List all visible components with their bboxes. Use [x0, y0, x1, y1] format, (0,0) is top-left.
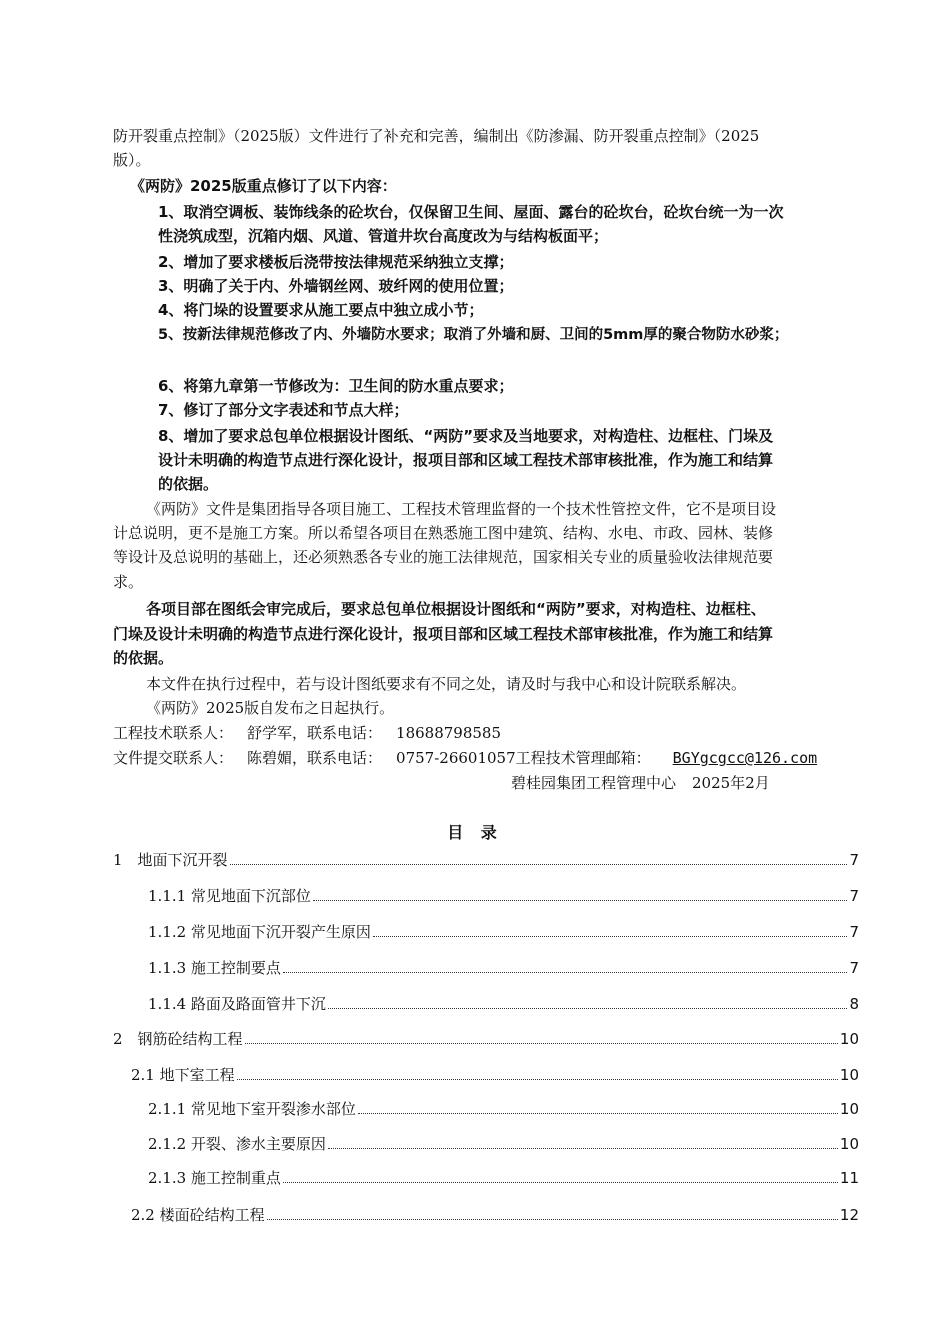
toc-leader — [328, 1147, 838, 1149]
revision-item: 7、修订了部分文字表述和节点大样； — [158, 401, 409, 419]
revision-item: 的依据。 — [158, 475, 219, 493]
toc-leader — [328, 1007, 848, 1009]
effective-text: 《两防》2025版自发布之日起执行。 — [146, 699, 395, 717]
toc-page-number: 10 — [839, 1066, 859, 1084]
desc-line: 《两防》文件是集团指导各项目施工、工程技术管理监督的一个技术性管控文件，它不是项目设 — [146, 500, 777, 518]
toc-entry[interactable] — [148, 1097, 859, 1121]
toc-page-number: 12 — [839, 1206, 859, 1224]
contact-phone: 0757-26601057 — [396, 749, 516, 767]
toc-leader — [267, 1218, 838, 1220]
toc-entry-text: 2.1.1 常见地下室开裂渗水部位 — [148, 1100, 356, 1118]
signature — [511, 771, 770, 795]
contact-phone: 18688798585 — [396, 724, 502, 742]
intro-line-2: 版）。 — [113, 151, 151, 169]
toc-entry[interactable] — [131, 1203, 859, 1227]
toc-page-number: 11 — [839, 1169, 859, 1187]
toc-page-number: 7 — [849, 851, 859, 869]
revision-item: 4、将门垛的设置要求从施工要点中独立成小节； — [158, 301, 484, 319]
toc-entry-text: 1.1.1 常见地面下沉部位 — [148, 887, 311, 905]
revision-item: 1、取消空调板、装饰线条的砼坎台，仅保留卫生间、屋面、露台的砼坎台，砼坎台统一为一次 — [158, 203, 784, 221]
toc-leader — [373, 935, 848, 937]
bold-para-line: 门垛及设计未明确的构造节点进行深化设计，报项目部和区域工程技术部审核批准，作为施工和结算 — [113, 625, 774, 643]
toc-page-number: 8 — [849, 995, 859, 1013]
toc-entry[interactable] — [148, 992, 859, 1016]
signature-date: 2025年2月 — [692, 774, 770, 792]
intro-line-1: 防开裂重点控制》（2025版）文件进行了补充和完善，编制出《防渗漏、防开裂重点控制》（2025 — [113, 127, 760, 145]
toc-page-number: 10 — [839, 1100, 859, 1118]
toc-entry-text: 1.1.2 常见地面下沉开裂产生原因 — [148, 923, 371, 941]
toc-entry[interactable] — [148, 1166, 859, 1190]
toc-entry-text: 2.1.2 开裂、渗水主要原因 — [148, 1135, 326, 1153]
toc-leader — [358, 1112, 838, 1114]
contact-label: 文件提交联系人： — [113, 749, 234, 767]
revision-item: 3、明确了关于内、外墙钢丝网、玻纤网的使用位置； — [158, 277, 514, 295]
revision-item: 性浇筑成型，沉箱内烟、风道、管道井坎台高度改为与结构板面平； — [158, 227, 609, 245]
contact-submission — [113, 746, 817, 770]
toc-entry-text: 2.2 楼面砼结构工程 — [131, 1206, 265, 1224]
signature-org: 碧桂园集团工程管理中心 — [511, 774, 677, 792]
desc-line: 等设计及总说明的基础上，还必须熟悉各专业的施工法律规范，国家相关专业的质量验收法律规范要 — [113, 548, 774, 566]
toc-title: 目 录 — [447, 823, 503, 842]
toc-entry[interactable] — [113, 848, 859, 872]
contact-label: 工程技术联系人： — [113, 724, 234, 742]
contact-name: 舒学军，联系电话： — [247, 724, 383, 742]
toc-entry[interactable] — [148, 956, 859, 980]
revision-item: 2、增加了要求楼板后浇带按法律规范采纳独立支撑； — [158, 253, 514, 271]
toc-leader — [237, 1078, 838, 1080]
toc-leader — [313, 899, 848, 901]
revision-item: 6、将第九章第一节修改为：卫生间的防水重点要求； — [158, 377, 514, 395]
toc-page-number: 7 — [849, 923, 859, 941]
desc-line: 计总说明，更不是施工方案。所以希望各项目在熟悉施工图中建筑、结构、水电、市政、园林、装修 — [113, 524, 774, 542]
toc-entry-text: 2 钢筋砼结构工程 — [113, 1030, 243, 1048]
toc-entry-text: 1.1.4 路面及路面管井下沉 — [148, 995, 326, 1013]
toc-entry[interactable] — [113, 1027, 859, 1051]
toc-leader — [283, 1181, 838, 1183]
email-link[interactable]: BGYgcgcc@126.com — [672, 749, 818, 767]
toc-entry[interactable] — [148, 920, 859, 944]
revision-item: 5、按新法律规范修改了内、外墙防水要求；取消了外墙和厨、卫间的5mm厚的聚合物防水砂浆； — [158, 327, 789, 343]
toc-leader — [245, 1042, 838, 1044]
toc-entry-text: 2.1 地下室工程 — [131, 1066, 235, 1084]
toc-page-number: 10 — [839, 1135, 859, 1153]
toc-page-number: 7 — [849, 887, 859, 905]
mail-label: 工程技术管理邮箱： — [515, 749, 651, 767]
toc-page-number: 10 — [839, 1030, 859, 1048]
contact-technical — [113, 721, 501, 745]
toc-leader — [283, 971, 848, 973]
notice-text: 本文件在执行过程中，若与设计图纸要求有不同之处，请及时与我中心和设计院联系解决。 — [146, 675, 747, 693]
revision-item: 设计未明确的构造节点进行深化设计，报项目部和区域工程技术部审核批准，作为施工和结算 — [158, 451, 774, 469]
toc-entry-text: 1.1.3 施工控制要点 — [148, 959, 281, 977]
bold-para-line: 各项目部在图纸会审完成后，要求总包单位根据设计图纸和“两防”要求，对构造柱、边框柱、 — [146, 600, 766, 618]
toc-entry[interactable] — [148, 1132, 859, 1156]
toc-entry-text: 1 地面下沉开裂 — [113, 851, 228, 869]
toc-entry[interactable] — [148, 884, 859, 908]
toc-entry[interactable] — [131, 1063, 859, 1087]
contact-name: 陈碧媚，联系电话： — [247, 749, 383, 767]
desc-line: 求。 — [113, 573, 144, 591]
toc-leader — [230, 863, 848, 865]
toc-page-number: 7 — [849, 959, 859, 977]
revisions-heading: 《两防》2025版重点修订了以下内容： — [130, 177, 397, 195]
revision-item: 8、增加了要求总包单位根据设计图纸、“两防”要求及当地要求，对构造柱、边框柱、门垛及 — [158, 427, 774, 445]
bold-para-line: 的依据。 — [113, 649, 174, 667]
toc-entry-text: 2.1.3 施工控制重点 — [148, 1169, 281, 1187]
